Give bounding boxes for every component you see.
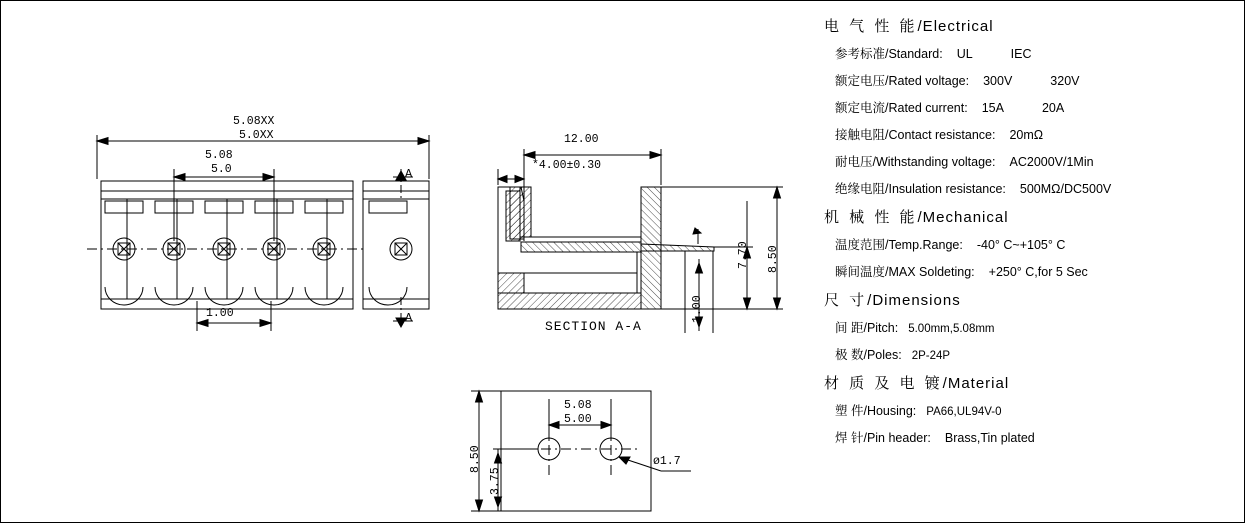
dim-section-12.00: 12.00 [564,133,599,146]
spec-row-label: 额定电流/Rated current: [835,101,968,115]
spec-row [835,262,1241,280]
dim-section-8.50: 8.50 [767,245,780,273]
spec-row-value: 300V [983,74,1013,88]
dim-overall-5.0XX: 5.0XX [239,129,274,142]
spec-row-label: 接触电阻/Contact resistance: [835,128,996,142]
spec-section-title [824,15,1241,36]
spec-row [835,345,1241,363]
spec-section-title-cn: 机 械 性 能 [824,209,918,226]
section-letter-bottom-a: A [405,311,413,325]
section-letter-top-a: A [405,167,413,181]
spec-row-value: 15A [981,101,1004,115]
spec-row-value: PA66,UL94V-0 [926,406,1002,418]
spec-row [835,428,1241,446]
specification-panel [821,15,1241,505]
spec-row [835,401,1241,419]
spec-section-title-cn: 尺 寸 [824,292,868,309]
spec-row-value: 2P-24P [911,350,951,362]
spec-row [835,44,1241,62]
spec-row-label: 塑 件/Housing: [835,404,917,418]
spec-section-title-en: /Electrical [917,18,994,35]
dim-front-bottom-1.00: 1.00 [206,307,234,320]
spec-row-value: UL [956,47,973,61]
spec-row-value-secondary: IEC [1010,47,1032,61]
spec-row [835,235,1241,253]
spec-row-value: -40° C~+105° C [976,238,1066,252]
dim-pcb-3.75: 3.75 [489,467,502,495]
spec-row-label: 瞬间温度/MAX Soldeting: [835,265,975,279]
spec-row-label: 参考标准/Standard: [835,47,943,61]
spec-row [835,125,1241,143]
spec-section-title [824,289,1241,310]
dim-pcb-8.50: 8.50 [469,445,482,473]
section-a-a-title: SECTION A-A [545,319,642,334]
spec-section-title-en: /Material [942,375,1010,392]
spec-section-title-en: /Dimensions [867,292,961,309]
dim-pcb-5.08: 5.08 [564,399,592,412]
spec-section-title-en: /Mechanical [917,209,1009,226]
spec-row-label: 绝缘电阻/Insulation resistance: [835,182,1006,196]
spec-row-label: 耐电压/Withstanding voltage: [835,155,996,169]
spec-row-value: 500MΩ/DC500V [1019,182,1112,196]
spec-row-value: AC2000V/1Min [1009,155,1094,169]
spec-row [835,179,1241,197]
spec-row-label: 间 距/Pitch: [835,321,899,335]
spec-section-title-cn: 电 气 性 能 [824,18,918,35]
spec-row [835,71,1241,89]
spec-section-title [824,372,1241,393]
spec-row-value: 20mΩ [1009,128,1044,142]
dim-overall-5.08XX: 5.08XX [233,115,275,128]
spec-section [821,372,1241,446]
dim-section-7.70: 7.70 [737,241,750,269]
dim-pitch-5.08: 5.08 [205,149,233,162]
dim-pcb-5.00: 5.00 [564,413,592,426]
spec-row-value: Brass,Tin plated [944,431,1035,445]
dim-section-tail: *4.00±0.30 [532,159,602,172]
spec-section-title [824,206,1241,227]
spec-row-value-secondary: 20A [1041,101,1065,115]
spec-section [821,289,1241,363]
spec-section-title-cn: 材 质 及 电 镀 [824,375,943,392]
spec-row-value: +250° C,for 5 Sec [988,265,1088,279]
spec-row-value-secondary: 320V [1050,74,1080,88]
dim-pitch-5.0: 5.0 [211,163,232,176]
dim-pcb-hole-diameter: ø1.7 [653,455,681,468]
spec-row [835,98,1241,116]
spec-row-label: 温度范围/Temp.Range: [835,238,963,252]
spec-section [821,15,1241,197]
spec-row-label: 焊 针/Pin header: [835,431,931,445]
spec-row-label: 极 数/Poles: [835,348,902,362]
spec-row-value: 5.00mm,5.08mm [908,323,995,335]
spec-section [821,206,1241,280]
dim-section-pin-1.00: 1.00 [691,295,704,323]
spec-row-label: 额定电压/Rated voltage: [835,74,970,88]
spec-row [835,318,1241,336]
spec-row [835,152,1241,170]
